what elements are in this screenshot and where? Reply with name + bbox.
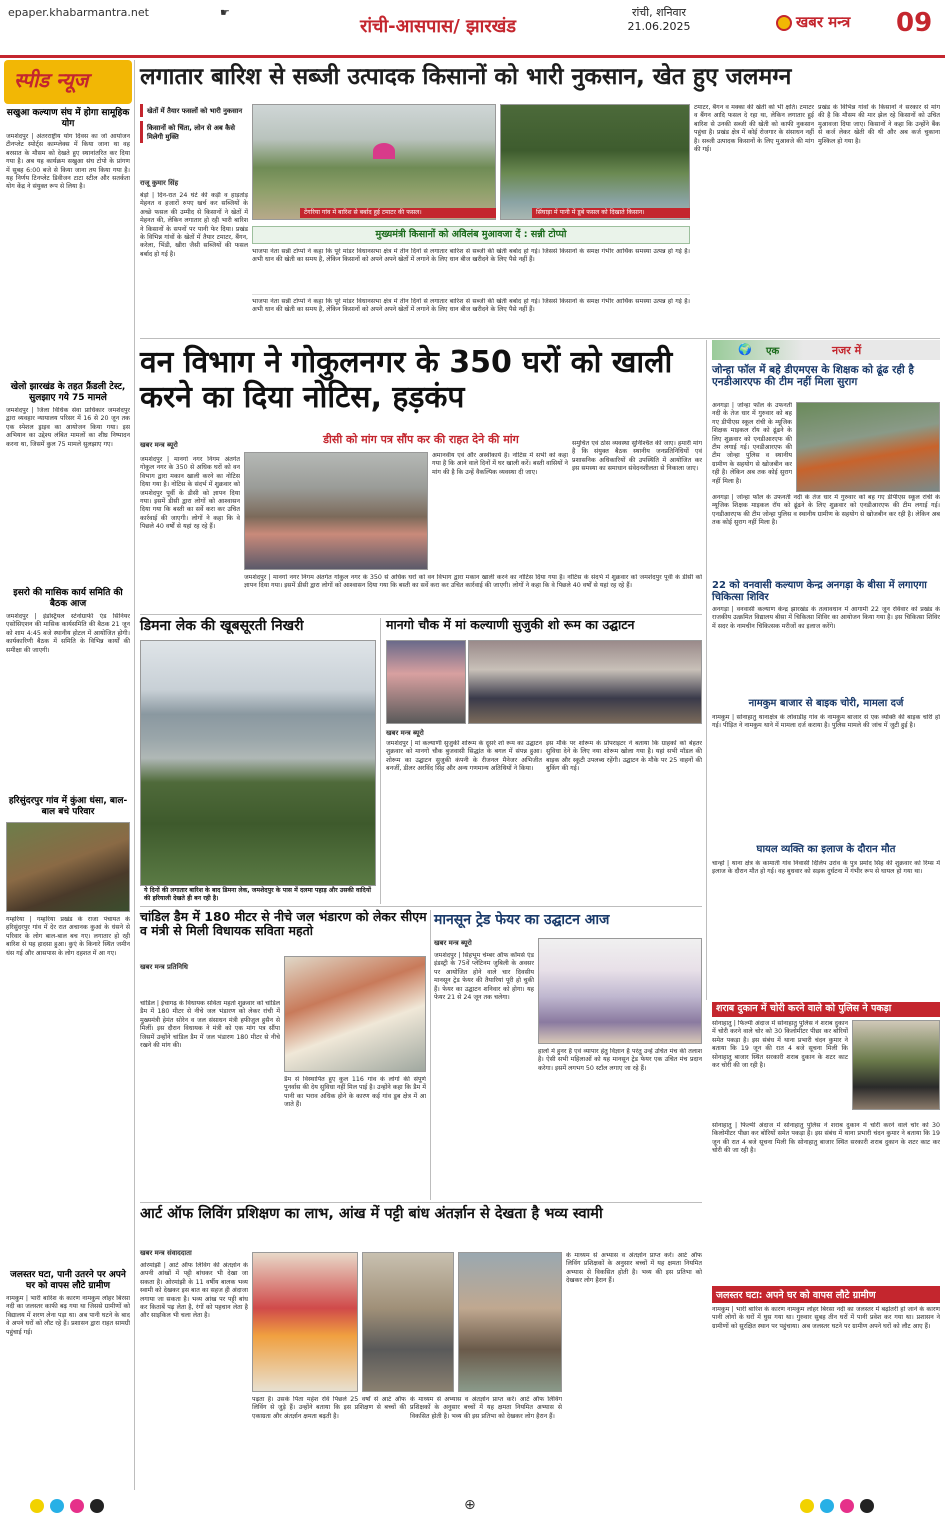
speed-item-4: [6, 796, 130, 1266]
dateline: [614, 6, 704, 34]
flooded-field-photo: [252, 104, 496, 220]
reg-dot-2: [50, 1499, 64, 1513]
art-headline: आर्ट ऑफ लिविंग प्रशिक्षण का लाभ, आंख में पट्टी बांध अंतर्ज्ञान से देखता है भव्य स्वामी: [140, 1206, 603, 1222]
nazar-item-3-head: नामकुम बाजार से बाइक चोरी, मामला दर्ज: [748, 698, 904, 709]
nazar-item-3-body: नामकुम | सोनाहातु थानाक्षेत्र के लोवाडीह गांव के नामकुम बाजार से एक व्यक्ति की बाइक चोरी हो गई। पीड़ित ने नामकुम थाने में मामला दर्ज कराया है। पुलिस मामले की जांच में जुटी हुई है।: [712, 714, 940, 730]
reg-dot-7: [840, 1499, 854, 1513]
mango-headline: मानगो चौक में मां कल्याणी सुजुकी शो रूम का उद्घाटन: [386, 617, 635, 632]
speed-item-4-body: गम्हरिया | गम्हरिया प्रखंड के राजा पंचायत के हरिसुंदरपुर गांव में देर रात अचानक कुआं के धंसने से परिवार के लोग बाल-बाल बच गए। लगातार हो रही बारिश से यह हादसा हुआ। कुएं के किनारे स्थित जमीन धंस गई और आसपास के लोग दहशत में आ गए।: [6, 916, 130, 957]
lead-body-row: [252, 294, 690, 295]
mango-photo-1: [386, 640, 466, 724]
speed-item-2-body: जमशेदपुर | जिला विधिक सेवा प्राधिकार जमशेदपुर द्वारा व्यवहार न्यायालय परिसर में 16 से 20 जून तक एक स्पेशल ड्राइव का आयोजन किया गया। इस अभियान का उद्देश्य लंबित मामलों का शीघ्र निष्पादन करना था, जिसमें कुल 75 मामले सुलझाए गए।: [6, 407, 130, 448]
rescue-team-photo: [796, 402, 940, 492]
speed-item-3-body: जमशेदपुर | इंडस्ट्रियल स्टेनोग्राफी एंड सिनियर एसोसिएशन की मासिक कार्यसमिति की बैठक 21 जून को शाम 4:45 बजे स्थानीय होटल में आयोजित होगी। कार्यकारिणी बैठक में समिति के विभिन्न कार्यों की समीक्षा की जाएगी।: [6, 613, 130, 654]
speed-item-1-head: सखुआ कल्याण संघ में होगा सामूहिक योग: [6, 108, 130, 129]
reg-dot-5: [800, 1499, 814, 1513]
forest-body-3: समुचित एवं ठोस व्यवस्था सुनिश्चित की जाए। हमारी मांग है कि संयुक्त बैठक स्थानीय जनप्रतिनिधियों एवं प्रशासनिक अधिकारियों की उपस्थिति में आयोजित कर इस समस्या का समाधान संवेदनशीलता से निकाला जाए।: [572, 440, 702, 473]
reg-dot-1: [30, 1499, 44, 1513]
epaper-url[interactable]: epaper.khabarmantra.net: [8, 6, 149, 19]
lead-body-3: टमाटर, बैंगन व मक्का की खेती को भी क्षति। टमाटर व बैंगन आदि फसल दे रहा था, लेकिन लगातार हुई बारिश से उनकी सब्जी की खेती को काफी नुकसान पहुंचा है। प्रखंड क्षेत्र में कोई रोजगार के संसाधन नहीं है। सब्जी उत्पादक किसानों के लिए मुआवजे की मांग की गई।: [694, 104, 814, 154]
reg-dot-3: [70, 1499, 84, 1513]
return-body: नामकुम | भारी बारिश के कारण नामकुम लोहर बिरसा नदी का जलस्तर में बढ़ोतरी हो जाने के कारण पानी लोगों के घरों में घुस गया था। गुरुवार सुबह तीन घरों में पानी प्रवेश कर गया था। प्रशासन ने ग्रामीणों को सुरक्षित स्थान पर पहुंचाया। अब जलस्तर घटने पर ग्रामीण अपने घरों को लौट आए हैं।: [712, 1306, 940, 1330]
brand-name: खबर मन्त्र: [796, 13, 851, 31]
forest-byline: खबर मन्त्र ब्यूरो: [140, 441, 178, 449]
collapsed-well-photo: [6, 822, 130, 912]
fair-headline: मानसून ट्रेड फेयर का उद्घाटन आज: [434, 912, 610, 928]
page-number: 09: [896, 8, 933, 38]
art-body-3: के माध्यम से अभ्यास व अंतर्ज्ञान प्राप्त करें। आर्ट ऑफ लिविंग प्रशिक्षकों के अनुसार बच्चों में यह क्षमता नियमित अभ्यास से विकसित होती है। भव्य की इस प्रतिभा को देखकर लोग हैरान हैं।: [410, 1396, 562, 1420]
art-body-4: के माध्यम से अभ्यास व अंतर्ज्ञान प्राप्त करें। आर्ट ऑफ लिविंग प्रशिक्षकों के अनुसार बच्चों में यह क्षमता नियमित अभ्यास से विकसित होती है। भव्य की इस प्रतिभा को देखकर लोग हैरान हैं।: [566, 1252, 702, 1285]
chandil-meeting-photo: [284, 956, 426, 1072]
art-top-rule: [140, 1202, 702, 1203]
masthead-left: [8, 6, 308, 52]
nazar-label: नजर में: [832, 344, 862, 357]
lead-body-2b: भाजपा नेता सन्नी टोप्पो ने कहा कि पूरे मांडर विधानसभा क्षेत्र में तीन दिनों से लगातार बारिश से सब्जी की खेती बर्बाद हो गई। जिससे किसानों के समक्ष गंभीर आर्थिक समस्या उत्पन्न हो गई है। अभी धान की खेती का समय है, लेकिन किसानों को अपने अपने खेतों में लगाने के लिए धान बीज खरीदने के लिए पैसे नहीं हैं।: [252, 298, 690, 314]
speed-item-2-head: खेलो झारखंड के तहत फ्रैंडली टेस्ट, सुलझाए गये 75 मामले: [10, 382, 126, 403]
mango-byline: खबर मन्त्र ब्यूरो: [386, 729, 424, 737]
nazar-item-1-head: जोन्हा फॉल में बहे डीएमएस के शिक्षक को ढूंढ रही है एनडीआरएफ की टीम नहीं मिला सुराग: [712, 364, 914, 389]
nazar-item-4-body: चान्हो | थाना क्षेत्र के कामाती गांव निवासी दिलिप उरांव के पुत्र प्रमोद सिंह की शुक्रवार को रिम्स में इलाज के दौरान मौत हो गई। वह बुधवार को सड़क दुर्घटना में गंभीर रूप से घायल हो गया था।: [712, 860, 940, 876]
blindfold-reading-photo: [252, 1252, 358, 1392]
nazar-item-2-head: 22 को वनवासी कल्याण केन्द्र अनगड़ा के बीसा में लगाएगा चिकित्सा शिविर: [712, 580, 927, 603]
left-column-rule: [134, 60, 135, 1490]
nazar-item-1-body-b: अनगड़ा | जोन्हा फॉल के उफनती नदी के तेज धार में गुरुवार को बह गए डीपीएस स्कूल रांची के म्यूजिक शिक्षक माइकल रॉय को ढूंढने के लिए शुक्रवार को एनडीआरएफ की टीम लगाई गई। एनडीआरएफ की टीम जोन्हा पुलिस व स्थानीय ग्रामीण के सहयोग से खोजबीन कर रही है। लेकिन अब तक कोई सुराग नहीं मिला है।: [712, 494, 940, 527]
crosshair-icon: ⊕: [464, 1497, 476, 1513]
chandil-body-2: डैम से विस्थापित हुए कुल 116 गांव के लोगों की संपूर्ण पुनर्वास की देय सुविधा नहीं मिल पाई है। उन्होंने कहा कि डैम में पानी का भराव अधिक होने के कारण कई गांव डूब क्षेत्र में आ जाते हैं।: [284, 1076, 426, 1109]
fair-body-2: हालों में हुनर है एवं व्यापार हेतु विज्ञान है परंतु उन्हें उचित मंच की तलाश है। ऐसी सभी महिलाओं को यह मानसून ट्रेड फेयर एक उचित मंच प्रदान करेगा। इसमें लगभग 50 स्टॉल लगाए जा रहे हैं।: [538, 1048, 702, 1072]
speed-item-3-head: इसरो की मासिक कार्य समिति की बैठक आज: [13, 588, 123, 609]
nazar-band: [712, 340, 940, 360]
speed-item-1: [6, 108, 130, 378]
photo2-caption: सिंघाड़ा में पानी में डूबे फसल को दिखाते किसान।: [532, 208, 690, 218]
lead-headline: लगातार बारिश से सब्जी उत्पादक किसानों को भारी नुकसान, खेत हुए जलमग्न: [140, 64, 792, 90]
lead-subhead-band: [252, 226, 690, 244]
city-day: रांची, शनिवार: [631, 6, 687, 19]
dimna-lake-photo: [140, 640, 376, 886]
speed-item-4-head: हरिसुंदरपुर गांव में कुंआ धंसा, बाल-बाल बचे परिवार: [8, 796, 128, 817]
mango-photo-2: [468, 640, 702, 724]
highlight-2: किसानों को चिंता, लोन से अब कैसे मिलेगी मुक्ति: [140, 121, 248, 143]
section-title: रांची-आसपास/ झारखंड: [360, 16, 517, 37]
theft-headline: शराब दुकान में चोरी करने वाले को पुलिस ने पकड़ा: [712, 1002, 940, 1017]
cursor-icon: ☛: [220, 6, 230, 19]
fair-hall-photo: [538, 938, 702, 1044]
speed-news-title: स्पीड न्यूज: [14, 68, 89, 92]
chandil-headline: चांडिल डैम में 180 मीटर से नीचे जल भंडारण को लेकर सीएम व मंत्री से मिली विधायक सविता महतो: [140, 909, 427, 939]
lead-subhead: मुख्यमंत्री किसानों को अविलंब मुआवजा दें : सन्नी टोप्पो: [375, 229, 567, 240]
theft-body-b: सोनाहातु | फिल्मी अंदाज में सोनाहातु पुलिस ने शराब दुकान में चोरी करने वाले चोर को 30 किलोमीटर पीछा कर बोरियों समेत पकड़ा है। इस संबंध में थाना प्रभारी चंदन कुमार ने बताया कि 19 जून की रात 4 बजे सूचना मिली कि सोनाहातु बाजार स्थित सरकारी शराब दुकान के शटर काट कर चोरी की जा रही है।: [712, 1122, 940, 1155]
blindfold-cycling-photo: [362, 1252, 454, 1392]
fair-byline: खबर मन्त्र ब्यूरो: [434, 939, 472, 947]
art-byline: खबर मन्त्र संवाददाता: [140, 1249, 192, 1257]
mid-rule: [140, 614, 702, 615]
lead-bottom-rule: [140, 338, 940, 339]
dimna-rule: [380, 618, 381, 904]
umbrella-figure: [373, 143, 395, 159]
highlight-1: खेतों में तैयार फसलों को भारी नुकसान: [140, 104, 248, 117]
speed-item-5: [6, 1270, 130, 1490]
nazar-item-1-body: अनगड़ा | जोन्हा फॉल के उफनती नदी के तेज धार में गुरुवार को बह गए डीपीएस स्कूल रांची के म्यूजिक शिक्षक माइकल रॉय को ढूंढने के लिए शुक्रवार को एनडीआरएफ की टीम लगाई गई। एनडीआरएफ की टीम जोन्हा पुलिस व स्थानीय ग्रामीण के सहयोग से खोजबीन कर रही है। लेकिन अब तक कोई सुराग नहीं मिला है।: [712, 402, 792, 485]
chandil-byline: खबर मन्त्र प्रतिनिधि: [140, 963, 188, 971]
mango-body: जमशेदपुर | मां कल्याणी सुजुकी शोरूम के दूसरे शो रूम का उद्घाटन शुक्रवार को मानगो चौक बुजवासी सिद्धांत के बगल में संपन्न हुआ। शोरूम का उद्घाटन सुजुकी कंपनी के रीजनल मैनेजर अभिजीत बनर्जी, डीलर अरविंद सिंह और अन्य गणमान्य अतिथियों ने किया।: [386, 740, 542, 773]
forest-subhead: डीसी को मांग पत्र सौंप कर की राहत देने की मांग: [323, 433, 519, 446]
art-body: ओरमांझी | आर्ट ऑफ लिविंग की अंतर्ज्ञान के अपनी आंखों में पट्टी बांधकर भी देखा जा सकता है। ओरमांझी के 11 वर्षीय बालक भव्य स्वामी को देखकर इस बात का सहज ही अंदाजा लगाया जा सकता है। भव्य आंख पर पट्टी बांध कर किताबें पढ़ लेता है, रंगों को पहचान लेता है और साइकिल भी चला लेता है।: [140, 1262, 248, 1320]
fair-body: जमशेदपुर | सिंहभूम चेम्बर ऑफ कॉमर्स एंड इंडस्ट्री के 75वें प्लेटिनम जुबिली के अवसर पर आयोजित होने वाले चार दिवसीय मानसून ट्रेड फेयर की तैयारियां पूरी हो चुकी हैं। फेयर का उद्घाटन शनिवार को होगा। यह फेयर 21 से 24 जून तक चलेगा।: [434, 952, 534, 1002]
lead-body-1: बेड़ो | दिन-रात 24 घंटे की कड़ी व हाड़तोड़ मेहनत व हजारों रुपए खर्च कर सब्जियों के अच्छे फसल की उम्मीद से किसानों ने खेतों में मेहनत की, लेकिन लगातार हो रही भारी बारिश ने किसानों के सपनों पर पानी फेर दिया। प्रखंड के विभिन्न गांवों के खेतों में तैयार टमाटर, बैंगन, करेला, भिंडी, खीरा जैसी सब्जियों की फसल बर्बाद हो गई है।: [140, 192, 248, 258]
reg-dot-4: [90, 1499, 104, 1513]
return-headline: जलस्तर घटा: अपने घर को वापस लौटे ग्रामीण: [712, 1286, 940, 1303]
speed-item-2: [6, 382, 130, 582]
nazar-item-4-head: घायल व्यक्ति का इलाज के दौरान मौत: [756, 844, 896, 855]
chandil-top-rule: [140, 906, 702, 907]
speed-item-5-head: जलस्तर घटा, पानी उतरने पर अपने घर को वापस लौटे ग्रामीण: [10, 1270, 126, 1291]
reg-dot-8: [860, 1499, 874, 1513]
art-body-2: पढ़ता है। उसके पिता महेश रवि पिछले 25 वर्षों से आर्ट ऑफ लिविंग से जुड़े हैं। उन्होंने बताया कि इस प्रशिक्षण से बच्चों की एकाग्रता और अंतर्ज्ञान क्षमता बढ़ती है।: [252, 1396, 406, 1420]
theft-body: सोनाहातु | फिल्मी अंदाज में सोनाहातु पुलिस ने शराब दुकान में चोरी करने वाले चोर को 30 किलोमीटर पीछा कर बोरियों समेत पकड़ा है। इस संबंध में थाना प्रभारी चंदन कुमार ने बताया कि 19 जून की रात 4 बजे सूचना मिली कि सोनाहातु बाजार स्थित सरकारी शराब दुकान के शटर काट कर चोरी की जा रही है।: [712, 1020, 848, 1070]
speed-news-badge: [4, 60, 132, 104]
submerged-crop-photo: [500, 104, 690, 220]
nazar-item-2-body: अनगड़ा | वनवासी कल्याण केन्द्र झारखंड के तत्वावधान में आगामी 22 जून रविवार को प्रखंड के राजकीय उत्क्रमित विद्यालय बीसा में चिकित्सा शिविर का आयोजन किया गया है। इस चिकित्सा शिविर में सदर के नामचीन चिकित्सक मरीजों का इलाज करेंगे।: [712, 606, 940, 630]
footer-registration-marks: [0, 1495, 945, 1517]
brand-mark-icon: [776, 15, 792, 31]
speed-item-1-body: जमशेदपुर | अंतरराष्ट्रीय योग दिवस का जो आयोजन टीनप्लेट स्पोर्ट्स काम्प्लेक्स में किया जाना था वह बरसात के मौसम को देखते हुए स्थानांतरित कर दिया गया है। अब यह कार्यक्रम सखुआ संघ टोपो के प्रांगण में सुबह 6:00 बजे से किया जाना तय किया गया है। यह निर्णय टिनप्लेट डिवीजन टाटा स्टील और सतर्कता योग केंद्र ने संयुक्त रूप से लिया है।: [6, 133, 130, 191]
blindfold-portrait-photo: [458, 1252, 562, 1392]
lead-byline: राजू कुमार सिंह: [140, 179, 179, 187]
fair-rule: [430, 910, 431, 1200]
speed-item-3: [6, 588, 130, 793]
forest-body: जमशेदपुर | मानगो नगर निगम अंतर्गत गोकुल नगर के 350 से अधिक घरों को वन विभाग द्वारा मकान खाली करने का नोटिस दिया गया है। नोटिस के संदर्भ में शुक्रवार को जमशेदपुर पूर्वी के डीसी को ज्ञापन दिया गया। इसमें डीसी द्वारा लोगों को आश्वासन दिया गया कि बस्ती का सर्वे करा कर उचित कार्रवाई की जाएगी। लोगों ने कहा कि वे पिछले 40 वर्षों से यहां रह रहे हैं।: [140, 456, 240, 531]
forest-protest-photo: [244, 452, 428, 570]
lead-body-2: भाजपा नेता सन्नी टोप्पो ने कहा कि पूरे मांडर विधानसभा क्षेत्र में तीन दिनों से लगातार बारिश से सब्जी की खेती बर्बाद हो गई। जिससे किसानों के समक्ष गंभीर आर्थिक समस्या उत्पन्न हो गई है। अभी धान की खेती का समय है, लेकिन किसानों को अपने अपने खेतों में लगाने के लिए धान बीज खरीदने के लिए पैसे नहीं हैं।: [252, 248, 690, 264]
dimna-caption: ये दिनों की लगातार बारिश के बाद डिमना लेक, जमशेदपुर के पास में दलमा पहाड़ और उसकी वादियों की हरियाली देखते ही बन रही है।: [140, 886, 376, 904]
mango-body-2: इस मौके पर शोरूम के प्रोपराइटर ने बताया कि ग्राहकों को बेहतर सुविधा देने के लिए नया शोरूम खोला गया है। यहां सभी मॉडल की बाइक और स्कूटी उपलब्ध रहेंगी। उद्घाटन के मौके पर 25 वाहनों की बुकिंग की गई।: [546, 740, 702, 773]
nazar-ek-label: एक: [766, 346, 780, 357]
issue-date: 21.06.2025: [627, 20, 691, 33]
right-column-rule: [706, 340, 707, 1000]
theft-arrest-photo: [852, 1020, 940, 1110]
lead-body-4: प्रखंड के विभिन्न गांवों के किसानों ने सरकार से मांग की है कि मौसम की मार झेल रहे किसानों को उचित मुआवजा दिया जाए। किसानों ने कहा कि उन्होंने बैंक से कर्ज लेकर खेती की थी और अब कर्ज चुकाना मुश्किल हो गया है।: [818, 104, 940, 145]
dimna-headline: डिमना लेक की खूबसूरती निखरी: [140, 618, 304, 634]
chandil-body: चांडिल | ईचागढ़ के विधायक सविता महतो शुक्रवार को चांडिल डैम में 180 मीटर से नीचे जल भंडारण को लेकर रांची में मुख्यमंत्री हेमंत सोरेन व जल संसाधन मंत्री हफीजुल हुसैन से मिलीं। इस दौरान विधायक ने मंत्री को एक मांग पत्र सौंपा जिसमें उन्होंने चांडिल डैम में जल भंडारण 180 मीटर से नीचे रखने की मांग की।: [140, 1000, 280, 1050]
nazar-globe-icon: 🌍: [738, 343, 752, 356]
forest-body-2: अमानवीय एवं और अस्वीकार्य है। नोटिस में सभी को कहा गया है कि आने वाले दिनों में घर खाली करें। बस्ती वासियों ने मांग की है कि उन्हें वैकल्पिक व्यवस्था दी जाए।: [432, 452, 568, 476]
brand-logo: [776, 12, 850, 32]
forest-headline: वन विभाग ने गोकुलनगर के 350 घरों को खाली करने का दिया नोटिस, हड़कंप: [140, 345, 673, 415]
forest-body-4: जमशेदपुर | मानगो नगर निगम अंतर्गत गोकुल नगर के 350 से अधिक घरों को वन विभाग द्वारा मकान खाली करने का नोटिस दिया गया है। नोटिस के संदर्भ में शुक्रवार को जमशेदपुर पूर्वी के डीसी को ज्ञापन दिया गया। इसमें डीसी द्वारा लोगों को आश्वासन दिया गया कि बस्ती का सर्वे करा कर उचित कार्रवाई की जाएगी। लोगों ने कहा कि वे पिछले 40 वर्षों से यहां रह रहे हैं।: [244, 574, 702, 590]
speed-item-5-body: नामकुम | भारी बारिश के कारण नामकुम लोहर बिरसा नदी का जलस्तर काफी बढ़ गया था जिससे ग्रामीणों को विद्यालय में शरण लेना पड़ा था। अब पानी घटने के बाद वे अपने घरों को लौट रहे हैं। प्रशासन द्वारा राहत सामग्री पहुंचाई गई।: [6, 1295, 130, 1336]
photo1-caption: टेंगरिया गांव में बारिश से बर्बाद हुई टमाटर की फसल।: [300, 208, 496, 218]
lead-highlights: [140, 104, 248, 143]
reg-dot-6: [820, 1499, 834, 1513]
